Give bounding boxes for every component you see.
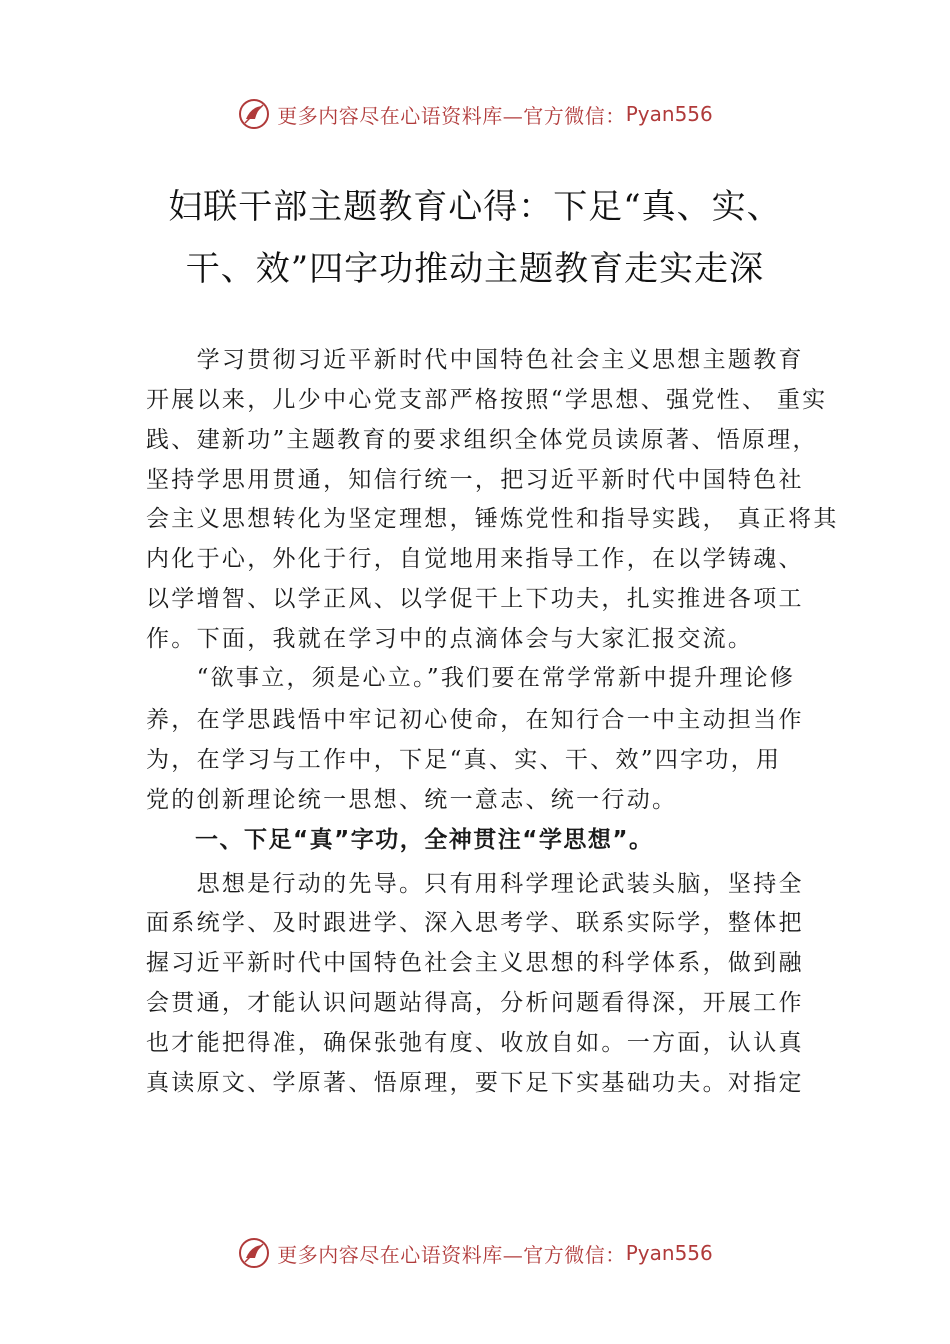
body-line: 面系统学、及时跟进学、深入思考学、联系实际学，整体把: [146, 910, 804, 936]
body-line: 以学增智、以学正风、以学促干上下功夫，扎实推进各项工: [146, 586, 804, 612]
body-line: “欲事立，须是心立。”我们要在常学常新中提升理论修: [146, 665, 796, 691]
footer-banner: [0, 1233, 950, 1273]
body-line: 会贯通，才能认识问题站得高，分析问题看得深，开展工作: [146, 990, 804, 1016]
logo-icon: [237, 1236, 271, 1270]
body-line: 养，在学思践悟中牢记初心使命，在知行合一中主动担当作: [146, 707, 804, 733]
body-line: 真读原文、学原著、悟原理，要下足下实基础功夫。对指定: [146, 1070, 804, 1096]
body-line: 开展以来，儿少中心党支部严格按照“学思想、强党性、 重实: [146, 387, 828, 413]
document-title-line-1: 妇联干部主题教育心得：下足“真、实、: [168, 187, 782, 227]
banner-wechat-id: Pyan556: [625, 1241, 713, 1265]
header-banner: [0, 94, 950, 134]
section-heading: 一、下足“真”字功，全神贯注“学思想”。: [146, 827, 654, 853]
body-line: 握习近平新时代中国特色社会主义思想的科学体系，做到融: [146, 950, 804, 976]
body-line: 作。下面，我就在学习中的点滴体会与大家汇报交流。: [146, 626, 754, 652]
body-line: 为，在学习与工作中，下足“真、实、干、效”四字功，用: [146, 747, 782, 773]
banner-text: 更多内容尽在心语资料库—官方微信：: [277, 1242, 626, 1267]
body-line: 思想是行动的先导。只有用科学理论武装头脑，坚持全: [146, 871, 804, 897]
logo-icon: [237, 97, 271, 131]
body-line: 学习贯彻习近平新时代中国特色社会主义思想主题教育: [146, 347, 804, 373]
body-line: 党的创新理论统一思想、统一意志、统一行动。: [146, 787, 678, 813]
body-line: 践、建新功”主题教育的要求组织全体党员读原著、悟原理，: [146, 427, 818, 453]
document-title-line-2: 干、效”四字功推动主题教育走实走深: [185, 249, 765, 289]
body-line: 会主义思想转化为坚定理想，锤炼党性和指导实践， 真正将其: [146, 506, 839, 532]
body-line: 内化于心，外化于行，自觉地用来指导工作，在以学铸魂、: [146, 546, 804, 572]
banner-text: 更多内容尽在心语资料库—官方微信：: [277, 103, 626, 128]
banner-wechat-id: Pyan556: [625, 102, 713, 126]
body-line: 坚持学思用贯通，知信行统一，把习近平新时代中国特色社: [146, 467, 804, 493]
body-line: 也才能把得准，确保张弛有度、收放自如。一方面，认认真: [146, 1030, 804, 1056]
